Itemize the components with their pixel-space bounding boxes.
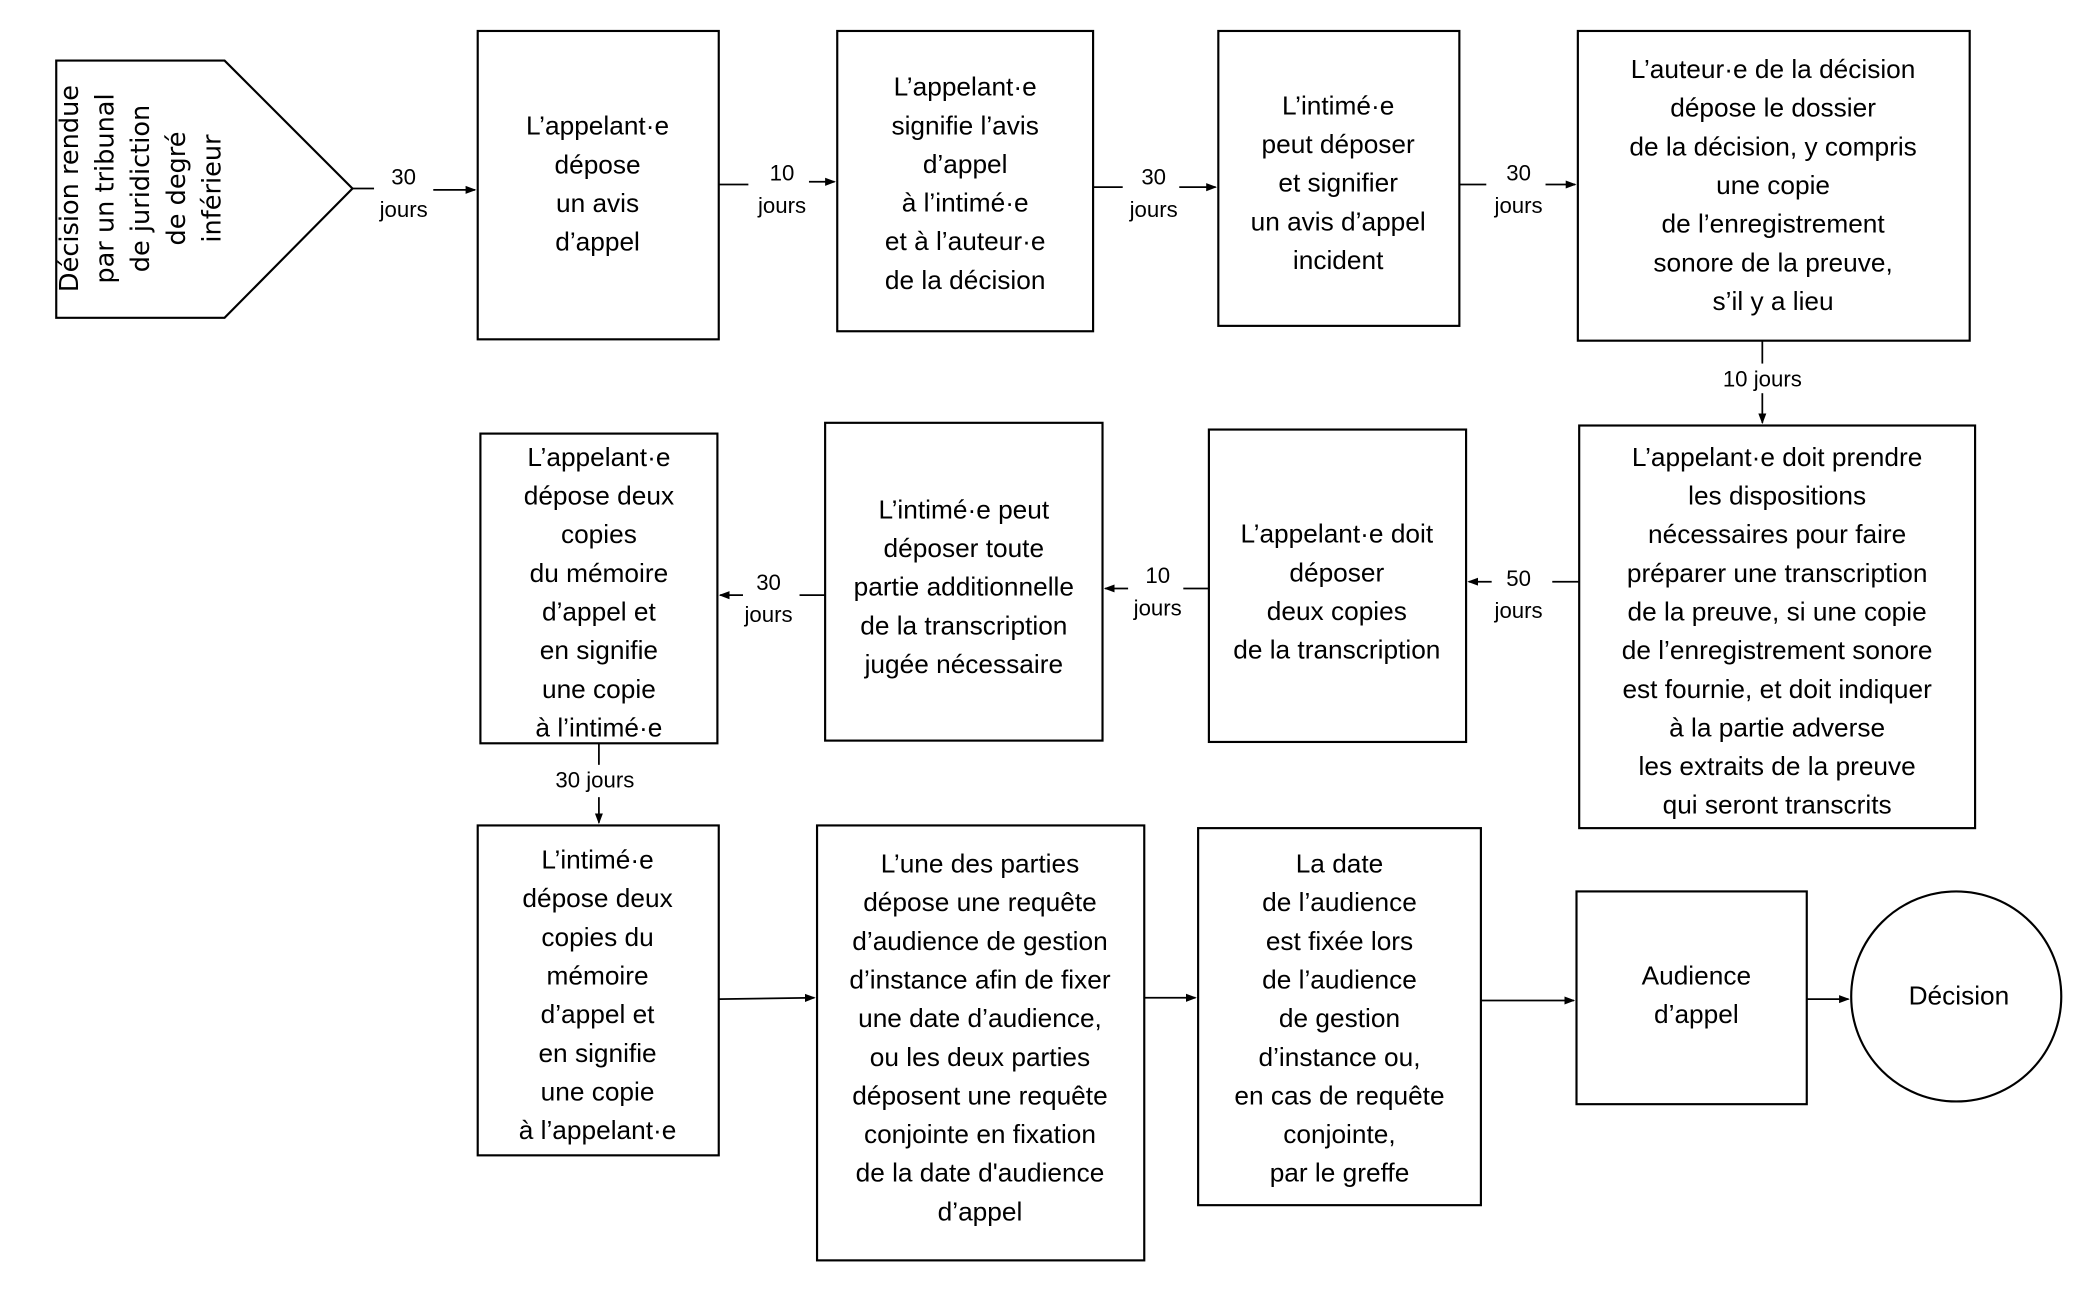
text-line: conjointe en fixation xyxy=(863,1119,1097,1150)
node-1 xyxy=(478,31,719,339)
node-7-text xyxy=(854,494,1074,679)
text-line: dépose xyxy=(554,149,641,180)
text-line: dépose le dossier xyxy=(1670,92,1876,123)
text-line: déposer toute xyxy=(883,533,1045,564)
text-line: L’appelant·e xyxy=(527,441,671,472)
text-line: une copie xyxy=(540,1076,655,1107)
text-line: par un tribunal xyxy=(90,93,121,284)
text-line: dépose deux xyxy=(523,480,675,511)
text-line: partie additionnelle xyxy=(853,571,1075,602)
text-line: une copie xyxy=(541,673,656,704)
edge-4 xyxy=(1459,160,1575,217)
text-line: à l’intimé·e xyxy=(535,712,663,743)
text-line: d’appel xyxy=(937,1196,1023,1227)
edge-6 xyxy=(1469,566,1579,623)
text-line: qui seront transcrits xyxy=(1662,789,1892,820)
text-line: L’auteur·e de la décision xyxy=(1630,54,1916,85)
node-end xyxy=(1851,891,2061,1101)
edge-8-label xyxy=(744,570,793,627)
text-line: dépose deux xyxy=(522,883,673,914)
edge-7 xyxy=(1105,563,1209,620)
text-line: d’appel et xyxy=(540,999,655,1030)
text-line: en signifie xyxy=(538,1037,657,1068)
text-line: déposer xyxy=(1289,557,1385,588)
text-line: une date d’audience, xyxy=(858,1003,1102,1034)
node-9 xyxy=(478,825,719,1155)
text-line: copies xyxy=(560,519,637,550)
text-line: de l’enregistrement sonore xyxy=(1621,635,1933,666)
text-line: copies du xyxy=(541,921,654,952)
text-line: 30 xyxy=(391,164,417,190)
text-line: à la partie adverse xyxy=(1669,712,1886,743)
text-line: jours xyxy=(379,196,428,222)
node-12 xyxy=(1577,891,1807,1104)
text-line: de juridiction xyxy=(126,104,157,273)
text-line: L’appelant·e xyxy=(893,71,1037,102)
text-line: et à l’auteur·e xyxy=(884,226,1046,257)
text-line: de la transcription xyxy=(860,610,1068,641)
edge-3 xyxy=(1093,164,1216,221)
node-4 xyxy=(1578,31,1970,341)
text-line: jugée nécessaire xyxy=(864,649,1064,680)
text-line: mémoire xyxy=(546,960,649,991)
node-8 xyxy=(480,434,717,744)
edge-5 xyxy=(1723,341,1802,423)
node-2 xyxy=(837,31,1093,331)
text-line: signifie l’avis xyxy=(891,110,1039,141)
node-11 xyxy=(1198,828,1481,1205)
text-line: L’appelant·e doit prendre xyxy=(1631,441,1923,472)
text-line: de l’audience xyxy=(1262,887,1417,918)
text-line: L’appelant·e doit xyxy=(1240,518,1434,549)
text-line: de la décision, y compris xyxy=(1629,131,1917,162)
text-line: d’appel xyxy=(555,226,640,257)
text-line: déposent une requête xyxy=(852,1080,1108,1111)
text-line: L’intimé·e xyxy=(1281,90,1395,121)
text-line: et signifier xyxy=(1278,167,1398,198)
text-line: Audience xyxy=(1641,960,1752,991)
text-line: L’appelant·e xyxy=(526,110,670,141)
edge-9 xyxy=(555,743,634,822)
text-line: d’appel et xyxy=(541,596,656,627)
edge-5-label xyxy=(1723,366,1802,391)
text-line: 30 xyxy=(1141,164,1167,190)
text-line: conjointe, xyxy=(1283,1119,1396,1150)
text-line: à l’intimé·e xyxy=(901,187,1029,218)
node-6 xyxy=(1209,430,1466,742)
text-line: 30 xyxy=(1506,160,1531,186)
text-line: de degré xyxy=(161,131,192,246)
text-line: un avis d’appel xyxy=(1250,206,1426,237)
node-start xyxy=(55,61,353,318)
text-line: L’intimé·e peut xyxy=(878,494,1050,525)
text-line: de la décision xyxy=(884,264,1046,295)
text-line: 30 jours xyxy=(555,767,635,793)
text-line: s’il y a lieu xyxy=(1712,285,1834,316)
node-end-text xyxy=(1909,981,2010,1011)
text-line: est fournie, et doit indiquer xyxy=(1622,673,1932,704)
text-line: jours xyxy=(1494,192,1543,218)
text-line: incident xyxy=(1292,245,1384,276)
text-line: d’appel xyxy=(922,148,1008,179)
text-line: Décision rendue xyxy=(54,84,85,293)
text-line: 30 xyxy=(756,569,781,595)
text-line: de l’enregistrement xyxy=(1661,208,1885,239)
text-line: ou les deux parties xyxy=(869,1041,1091,1072)
text-line: les dispositions xyxy=(1688,480,1867,511)
text-line: préparer une transcription xyxy=(1626,557,1928,588)
text-line: les extraits de la preuve xyxy=(1638,751,1916,782)
text-line: 10 xyxy=(769,160,795,186)
text-line: en signifie xyxy=(539,635,659,666)
edge-8 xyxy=(720,570,825,627)
text-line: du mémoire xyxy=(529,557,669,588)
text-line: à l’appelant·e xyxy=(518,1115,677,1146)
text-line: par le greffe xyxy=(1269,1157,1410,1188)
text-line: jours xyxy=(744,602,793,628)
text-line: de la transcription xyxy=(1233,634,1441,665)
text-line: de l’audience xyxy=(1262,964,1417,995)
edge-4-label xyxy=(1494,160,1543,217)
text-line: nécessaires pour faire xyxy=(1648,519,1907,550)
node-7 xyxy=(825,423,1102,741)
text-line: inférieur xyxy=(197,134,228,243)
edge-6-label xyxy=(1494,566,1543,623)
text-line: jours xyxy=(1133,595,1182,621)
node-3 xyxy=(1218,31,1459,326)
edge-1-label xyxy=(379,164,428,221)
text-line: L’intimé·e xyxy=(541,844,654,875)
edge-2-label xyxy=(757,160,806,217)
edge-7-label xyxy=(1133,563,1182,620)
text-line: jours xyxy=(757,192,807,218)
text-line: 50 xyxy=(1506,565,1531,591)
text-line: en cas de requête xyxy=(1234,1080,1445,1111)
text-line: est fixée lors xyxy=(1265,925,1414,956)
text-line: une copie xyxy=(1716,170,1831,201)
edge-10 xyxy=(719,998,815,999)
text-line: jours xyxy=(1129,196,1178,222)
text-line: de la date d'audience xyxy=(855,1157,1105,1188)
edge-2 xyxy=(719,160,835,217)
node-10 xyxy=(817,825,1144,1260)
text-line: La date xyxy=(1295,848,1384,879)
text-line: d’appel xyxy=(1654,998,1739,1029)
text-line: de la preuve, si une copie xyxy=(1627,596,1927,627)
text-line: Décision xyxy=(1908,980,2010,1011)
text-line: un avis xyxy=(555,187,640,218)
edge-3-label xyxy=(1129,164,1178,221)
text-line: de gestion xyxy=(1278,1003,1401,1034)
text-line: peut déposer xyxy=(1261,129,1415,160)
text-line: 10 jours xyxy=(1722,366,1802,392)
edge-1 xyxy=(352,164,475,221)
text-line: deux copies xyxy=(1266,595,1407,626)
edge-9-label xyxy=(555,768,634,793)
text-line: d’instance ou, xyxy=(1258,1041,1421,1072)
node-5 xyxy=(1579,426,1975,829)
text-line: L’une des parties xyxy=(880,848,1080,879)
text-line: sonore de la preuve, xyxy=(1653,247,1893,278)
text-line: 10 xyxy=(1145,563,1171,589)
text-line: jours xyxy=(1494,598,1543,624)
text-line: d’instance afin de fixer xyxy=(849,964,1111,995)
text-line: d’audience de gestion xyxy=(852,925,1108,956)
text-line: dépose une requête xyxy=(863,887,1097,918)
